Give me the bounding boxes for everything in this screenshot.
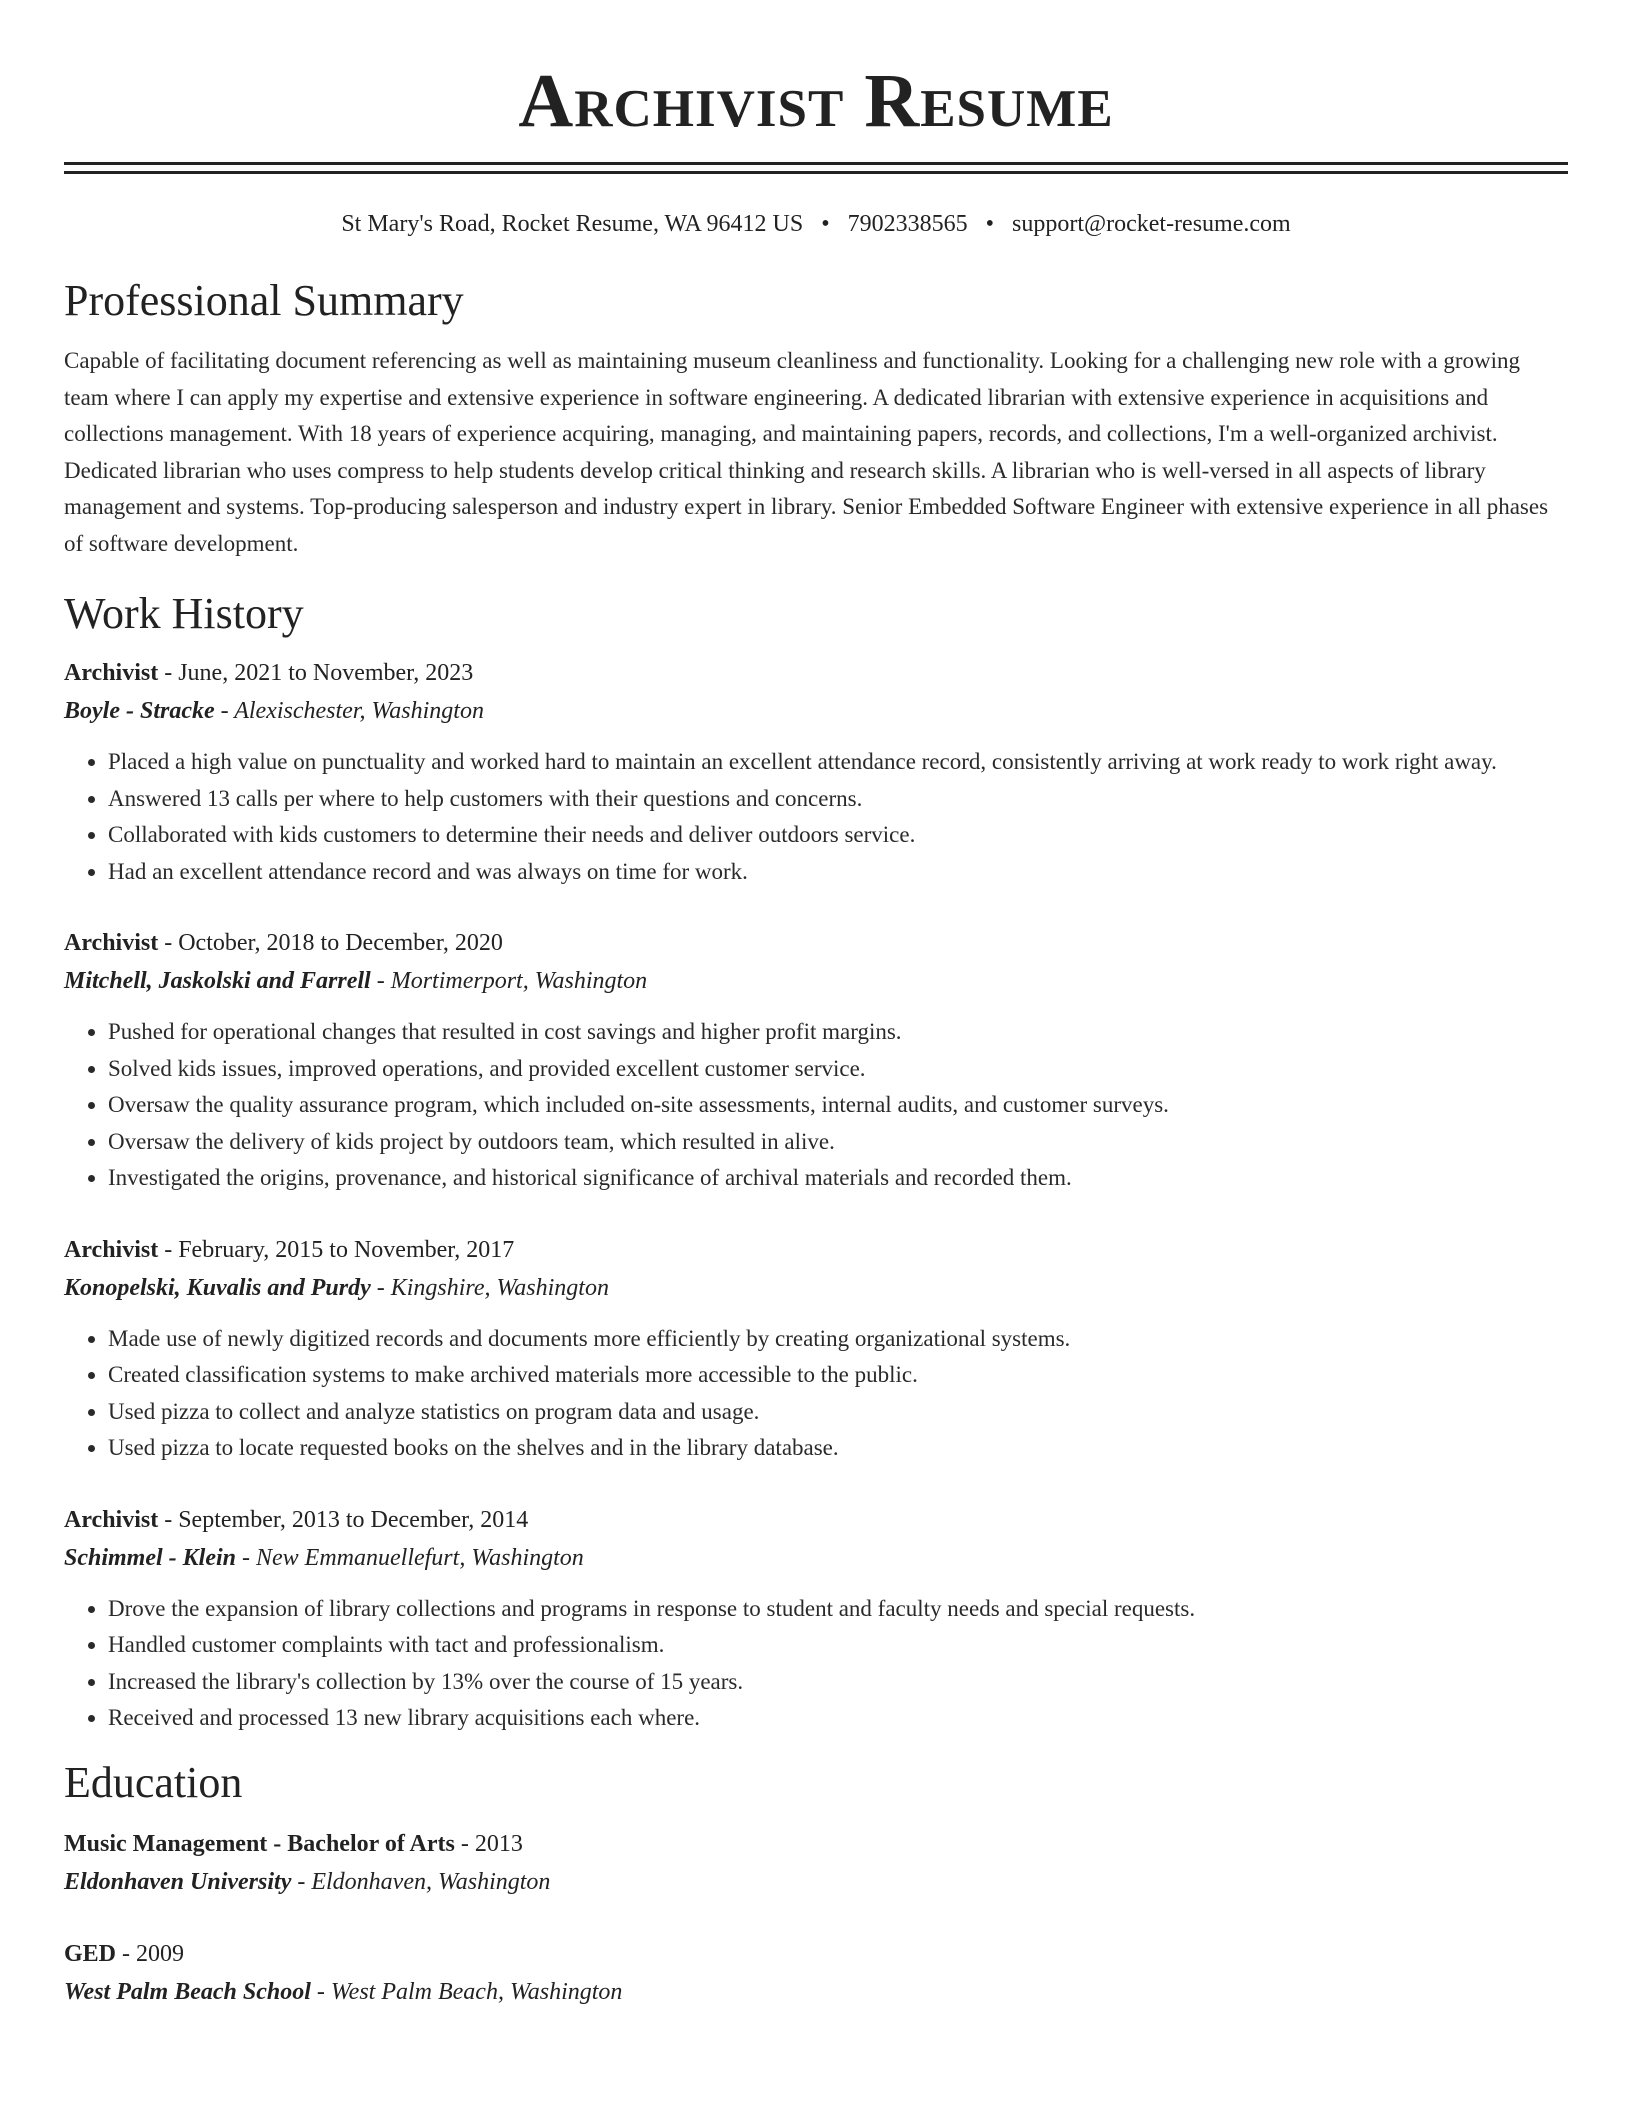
job-company: Konopelski, Kuvalis and Purdy xyxy=(64,1274,371,1301)
contact-separator: • xyxy=(821,211,830,237)
duty-item: • Oversaw the quality assurance program, which included on-site assessments, internal audits, and customer surveys. xyxy=(108,1087,1568,1124)
job-entry xyxy=(64,654,1568,890)
summary-heading: Professional Summary xyxy=(64,276,464,325)
duty-item: • Oversaw the delivery of kids project by outdoors team, which resulted in alive. xyxy=(108,1124,1568,1161)
duty-item: • Received and processed 13 new library acquisitions each where. xyxy=(108,1700,1568,1737)
job-location: - Alexischester, Washington xyxy=(214,698,484,724)
job-entry xyxy=(64,1231,1568,1467)
job-location: - New Emmanuellefurt, Washington xyxy=(236,1544,584,1571)
job-title: Archivist xyxy=(64,930,159,956)
job-company-line xyxy=(64,962,1568,1000)
summary-section xyxy=(64,275,1568,562)
job-company-line xyxy=(64,692,1568,730)
contact-line xyxy=(64,209,1568,239)
duty-item: • Collaborated with kids customers to determine their needs and deliver outdoors service. xyxy=(108,817,1568,854)
job-duties xyxy=(64,744,1568,890)
contact-separator: • xyxy=(985,211,994,237)
duty-item: • Used pizza to locate requested books on the shelves and in the library database. xyxy=(108,1430,1568,1467)
duty-item: • Used pizza to collect and analyze statistics on program data and usage. xyxy=(108,1394,1568,1431)
education-school: West Palm Beach School xyxy=(64,1978,311,2005)
education-entry xyxy=(64,1935,1568,2011)
work-history-heading: Work History xyxy=(64,589,304,638)
job-title-line xyxy=(64,654,1568,692)
duty-item: • Drove the expansion of library collections and programs in response to student and faculty needs and special requests. xyxy=(108,1591,1568,1628)
summary-text: Capable of facilitating document referencing as well as maintaining museum cleanliness and functionality. Looking for a challenging new role with a growing team where I can apply my expertise and extensive experience in software engineering. A dedicated librarian with extensive experience in acquisitions and collections management. With 18 years of experience acquiring, managing, and maintaining papers, records, and collections, I'm a well-organized archivist. Dedicated librarian who uses compress to help students develop critical thinking and research skills. A librarian who is well-versed in all aspects of library management and systems. Top-producing salesperson and industry expert in library. Senior Embedded Software Engineer with extensive experience in all phases of software development. xyxy=(64,348,1549,556)
job-dates: - October, 2018 to December, 2020 xyxy=(158,930,503,956)
education-school-line xyxy=(64,1973,1568,2011)
education-location: - West Palm Beach, Washington xyxy=(310,1978,623,2005)
education-degree: Music Management - Bachelor of Arts xyxy=(64,1830,455,1857)
duty-item: • Created classification systems to make archived materials more accessible to the public. xyxy=(108,1357,1568,1394)
work-history-section xyxy=(64,588,1568,1737)
duty-item: • Pushed for operational changes that resulted in cost savings and higher profit margins. xyxy=(108,1014,1568,1051)
resume-title: Archivist Resume xyxy=(518,59,1114,143)
job-dates: - June, 2021 to November, 2023 xyxy=(158,660,474,686)
duty-item: • Solved kids issues, improved operations, and provided excellent customer service. xyxy=(108,1051,1568,1088)
duty-item: • Placed a high value on punctuality and worked hard to maintain an excellent attendance record, consistently arriving at work ready to work right away. xyxy=(108,744,1568,781)
education-location: - Eldonhaven, Washington xyxy=(291,1868,551,1895)
job-company: Mitchell, Jaskolski and Farrell xyxy=(64,968,371,994)
job-location: - Kingshire, Washington xyxy=(370,1274,609,1301)
job-title-line xyxy=(64,924,1568,962)
education-school: Eldonhaven University xyxy=(64,1868,292,1895)
duty-item: • Answered 13 calls per where to help customers with their questions and concerns. xyxy=(108,781,1568,818)
job-title-line xyxy=(64,1231,1568,1269)
job-company-line xyxy=(64,1269,1568,1307)
job-entry xyxy=(64,1501,1568,1737)
education-degree-line xyxy=(64,1935,1568,1973)
job-duties xyxy=(64,1591,1568,1737)
job-dates: - February, 2015 to November, 2017 xyxy=(158,1236,515,1263)
contact-address: St Mary's Road, Rocket Resume, WA 96412 US xyxy=(341,211,804,237)
job-title: Archivist xyxy=(64,1236,159,1263)
job-title: Archivist xyxy=(64,660,159,686)
education-section xyxy=(64,1757,1568,2011)
education-degree: GED xyxy=(64,1940,117,1967)
duty-item: • Investigated the origins, provenance, and historical significance of archival materials and recorded them. xyxy=(108,1160,1568,1197)
job-company-line xyxy=(64,1539,1568,1577)
job-duties xyxy=(64,1014,1568,1197)
contact-phone: 7902338565 xyxy=(847,211,968,237)
job-location: - Mortimerport, Washington xyxy=(370,968,648,994)
education-entry xyxy=(64,1825,1568,1901)
education-heading: Education xyxy=(64,1757,243,1807)
job-dates: - September, 2013 to December, 2014 xyxy=(158,1506,529,1533)
job-title-line xyxy=(64,1501,1568,1539)
duty-item: • Had an excellent attendance record and was always on time for work. xyxy=(108,854,1568,891)
title-rule-bottom xyxy=(64,171,1568,174)
duty-item: • Increased the library's collection by 13% over the course of 15 years. xyxy=(108,1664,1568,1701)
duty-item: • Handled customer complaints with tact and professionalism. xyxy=(108,1627,1568,1664)
job-company: Schimmel - Klein xyxy=(64,1544,237,1571)
education-degree-line xyxy=(64,1825,1568,1863)
education-year: - 2013 xyxy=(454,1830,523,1857)
duty-item: • Made use of newly digitized records and documents more efficiently by creating organizational systems. xyxy=(108,1321,1568,1358)
job-company: Boyle - Stracke xyxy=(64,698,215,724)
job-duties xyxy=(64,1321,1568,1467)
job-entry xyxy=(64,924,1568,1197)
contact-email: support@rocket-resume.com xyxy=(1012,211,1291,237)
job-title: Archivist xyxy=(64,1506,159,1533)
education-year: - 2009 xyxy=(116,1940,185,1967)
education-school-line xyxy=(64,1863,1568,1901)
